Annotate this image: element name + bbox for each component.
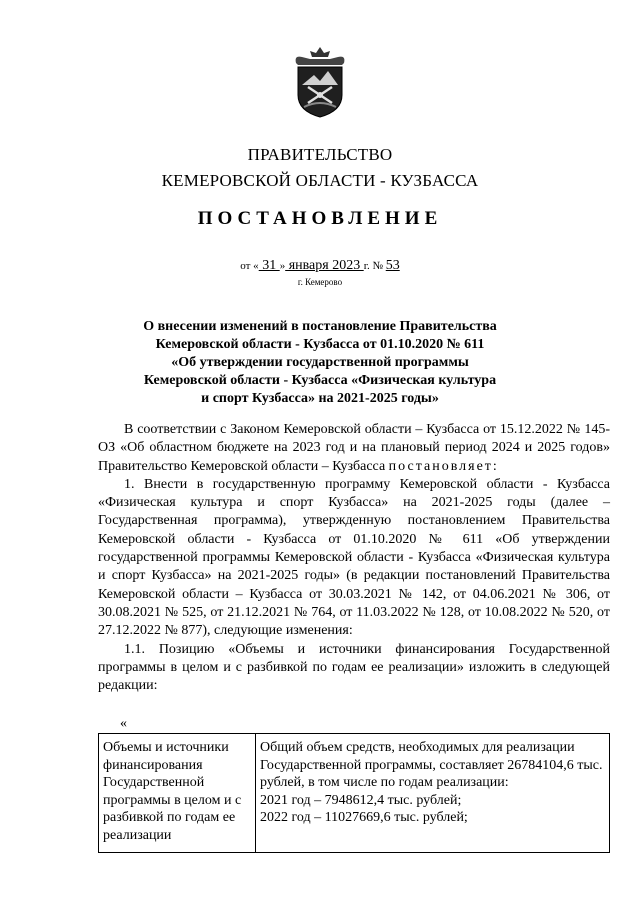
paragraph	[98, 421, 610, 476]
table-row	[99, 734, 610, 853]
document-number: 53	[385, 258, 400, 273]
date-day: 31	[258, 258, 280, 273]
government-title: ПРАВИТЕЛЬСТВО	[247, 145, 393, 164]
date-month-year: января 2023	[285, 258, 364, 273]
subject-line: «Об утверждении государственной программы	[171, 355, 469, 370]
date-prefix: от «	[240, 260, 259, 272]
subject-line: Кемеровской области - Кузбасса «Физическая культура	[143, 373, 497, 388]
open-quote: «	[120, 716, 127, 731]
table-cell-label: Объемы и источники финансирования Государственной программы в целом и с разбивкой по годам ее реализации	[99, 734, 256, 853]
date-year-suffix: г.	[363, 260, 370, 272]
city: г. Кемерово	[297, 277, 343, 287]
paragraph: 1.1. Позицию «Объемы и источники финансирования Государственной программы в целом и с разбивкой по годам ее реализации» изложить в следующей редакции:	[98, 641, 610, 694]
document-body	[98, 421, 610, 695]
resolves-word: постановляет:	[388, 458, 499, 474]
value-line: Общий объем средств, необходимых для реализации Государственной программы, составляет 26784104,6 тыс. рублей, в том числе по годам реализации:	[260, 740, 603, 790]
subject-line: О внесении изменений в постановление Правительства	[143, 319, 497, 334]
coat-of-arms-icon	[290, 45, 350, 119]
dateline	[0, 258, 640, 274]
subject-line: Кемеровской области - Кузбасса от 01.10.2020 № 611	[155, 337, 485, 352]
date-close-quote: »	[279, 260, 286, 272]
value-line: 2021 год – 7948612,4 тыс. рублей;	[260, 792, 462, 808]
document-type-title: ПОСТАНОВЛЕНИЕ	[197, 208, 443, 229]
financing-table	[98, 733, 610, 853]
table-cell-value	[256, 734, 610, 853]
region-title: КЕМЕРОВСКОЙ ОБЛАСТИ - КУЗБАССА	[161, 171, 479, 190]
paragraph-text: В соответствии с Законом Кемеровской области – Кузбасса от 15.12.2022 № 145-ОЗ «Об областном бюджете на 2023 год и на плановый период 2024 и 2025 годов» Правительство Кемеровской области – Кузбасса	[98, 422, 610, 474]
subject-heading	[100, 318, 540, 408]
subject-line: и спорт Кузбасса» на 2021-2025 годы»	[201, 391, 439, 406]
paragraph: 1. Внести в государственную программу Кемеровской области - Кузбасса «Физическая культура и спорт Кузбасса» на 2021-2025 годы (далее – Государственная программа), утвержденную постановлением Правительства Кемеровской области - Кузбасса от 01.10.2020 № 611 «Об утверждении государственной программы Кемеровской области - Кузбасса «Физическая культура и спорт Кузбасса» на 2021-2025 годы» (в редакции постановлений Правительства Кемеровской области – Кузбасса от 30.03.2021 № 142, от 04.06.2021 № 306, от 30.08.2021 № 525, от 21.12.2021 № 764, от 11.03.2022 № 128, от 10.08.2022 № 520, от 27.12.2022 № 877), следующие изменения:	[98, 476, 610, 639]
value-line: 2022 год – 11027669,6 тыс. рублей;	[260, 810, 468, 825]
number-label: №	[369, 260, 386, 272]
